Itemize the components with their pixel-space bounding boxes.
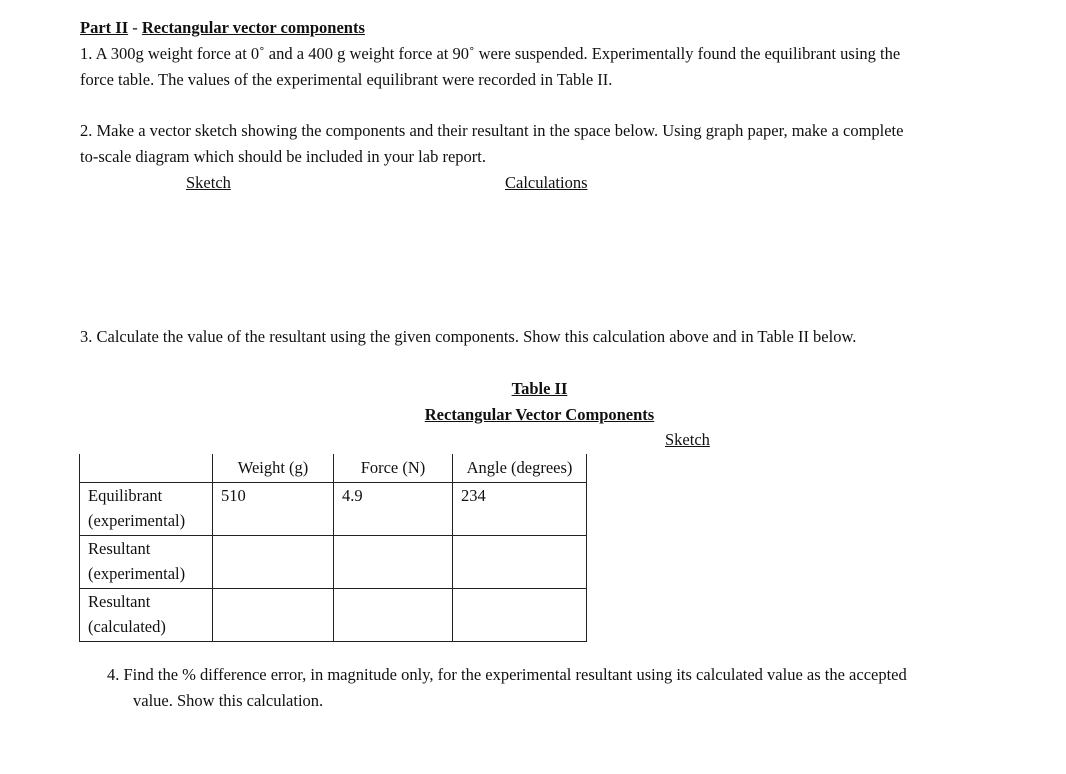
q1-line2: force table. The values of the experimental equilibrant were recorded in Table II. xyxy=(80,70,613,89)
table-row xyxy=(80,483,587,536)
q1-line1: 1. A 300g weight force at 0˚ and a 400 g weight force at 90˚ were suspended. Experimentally found the equilibrant using the xyxy=(80,44,901,63)
row-label-line1: Equilibrant xyxy=(88,486,163,505)
calculations-label: Calculations xyxy=(505,173,588,192)
row-label xyxy=(80,536,213,589)
header-weight: Weight (g) xyxy=(213,454,334,483)
part-title: Rectangular vector components xyxy=(141,18,365,37)
header-force: Force (N) xyxy=(334,454,453,483)
cell-angle xyxy=(453,589,587,642)
row-label-line2: (calculated) xyxy=(88,617,166,636)
cell-weight xyxy=(213,589,334,642)
table-row xyxy=(80,589,587,642)
part-label: Part II xyxy=(80,18,129,37)
row-label-line2: (experimental) xyxy=(88,564,186,583)
part-separator: - xyxy=(128,18,142,37)
cell-force: 4.9 xyxy=(334,483,453,536)
row-label xyxy=(80,483,213,536)
cell-force xyxy=(334,536,453,589)
table-ii xyxy=(79,454,587,642)
header-cell-blank xyxy=(80,454,213,483)
table-title: Table II xyxy=(511,379,568,398)
cell-weight: 510 xyxy=(213,483,334,536)
q3-line1: 3. Calculate the value of the resultant using the given components. Show this calculation above and in Table II below. xyxy=(80,327,857,346)
cell-angle xyxy=(453,536,587,589)
row-label-line2: (experimental) xyxy=(88,511,186,530)
q4-line1: 4. Find the % difference error, in magnitude only, for the experimental resultant using its calculated value as the accepted xyxy=(107,665,907,684)
cell-angle: 234 xyxy=(453,483,587,536)
part-heading xyxy=(80,15,365,41)
q2-line1: 2. Make a vector sketch showing the components and their resultant in the space below. Using graph paper, make a complete xyxy=(80,121,904,140)
table-header-row xyxy=(80,454,587,483)
cell-force xyxy=(334,589,453,642)
table-subtitle: Rectangular Vector Components xyxy=(424,405,655,424)
row-label-line1: Resultant xyxy=(88,539,151,558)
sketch-label: Sketch xyxy=(186,173,231,192)
table-row xyxy=(80,536,587,589)
header-angle: Angle (degrees) xyxy=(453,454,587,483)
q2-line2: to-scale diagram which should be included in your lab report. xyxy=(80,147,486,166)
cell-weight xyxy=(213,536,334,589)
table-sketch-label: Sketch xyxy=(665,430,710,449)
row-label-line1: Resultant xyxy=(88,592,151,611)
row-label xyxy=(80,589,213,642)
q4-line2: value. Show this calculation. xyxy=(133,691,324,710)
